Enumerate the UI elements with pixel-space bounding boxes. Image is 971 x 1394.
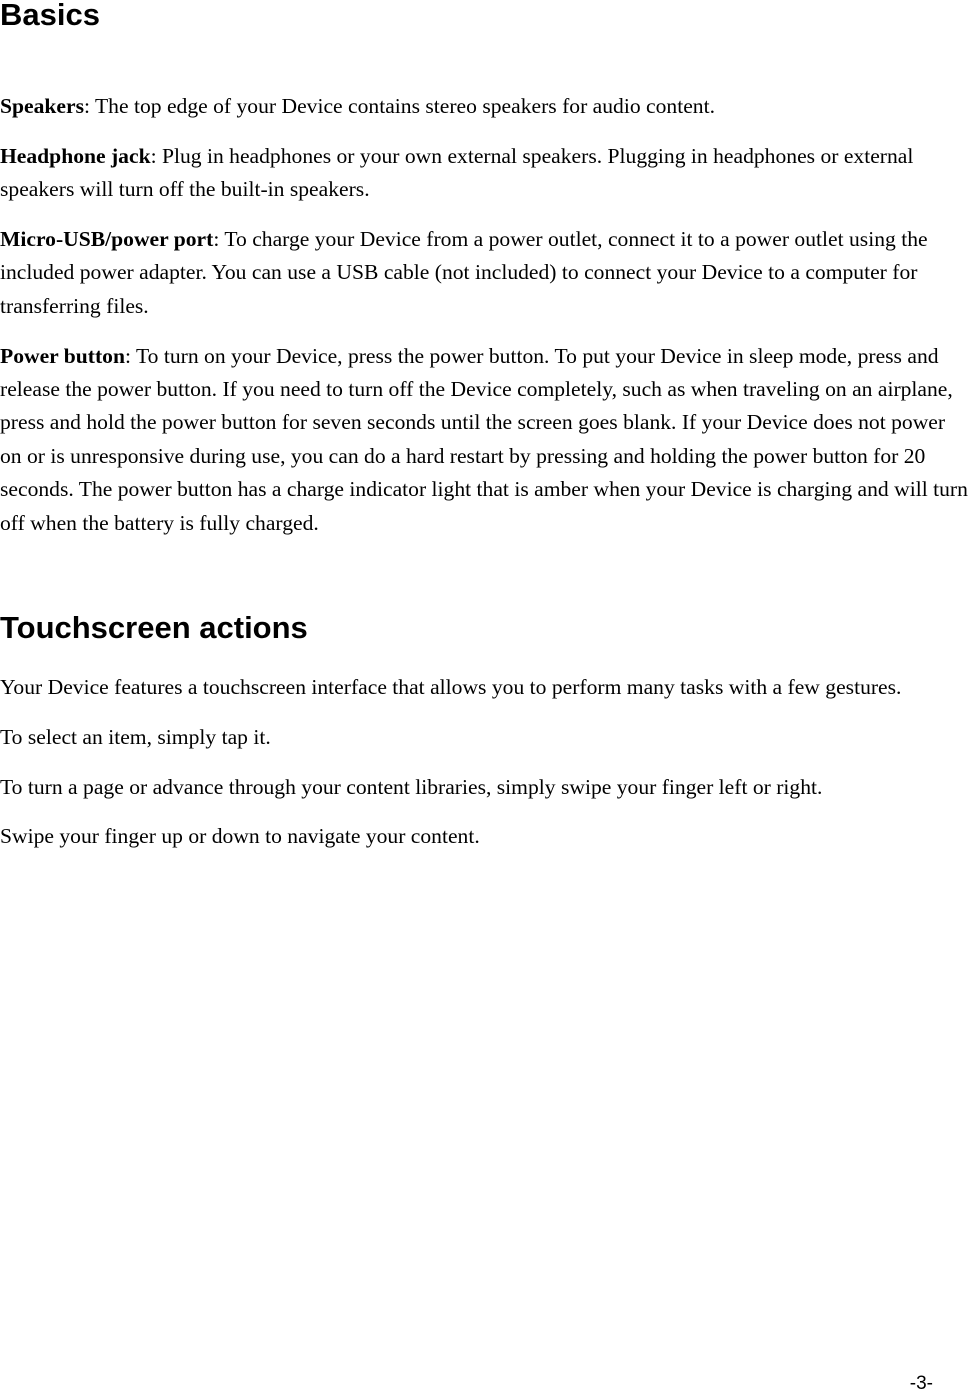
headphone-jack-paragraph [0,140,971,207]
headphone-jack-description: : Plug in headphones or your own external speakers. Plugging in headphones or external speakers will turn off the built-in speakers. [0,143,914,202]
touchscreen-section [0,671,971,870]
touchscreen-intro-paragraph: Your Device features a touchscreen interface that allows you to perform many tasks with a few gestures. [0,675,902,699]
turn-page-paragraph: To turn a page or advance through your content libraries, simply swipe your finger left or right. [0,774,823,799]
speakers-paragraph [0,90,971,123]
select-item-paragraph: To select an item, simply tap it. [0,724,271,749]
micro-usb-paragraph [0,223,971,323]
page-number: -3- [909,1373,933,1394]
basics-heading: Basics [0,0,100,32]
power-button-term: Power button [0,343,125,368]
touchscreen-heading: Touchscreen actions [0,610,308,645]
basics-section [0,90,971,556]
power-button-description: : To turn on your Device, press the power button. To put your Device in sleep mode, press and release the power button. If you need to turn off the Device completely, such as when traveling on an airplane, press and hold the power button for seven seconds until the screen goes blank. If your Device does not power on or is unresponsive during use, you can do a hard restart by pressing and holding the power button for 20 seconds. The power button has a charge indicator light that is amber when your Device is charging and will turn off when the battery is fully charged. [0,343,968,535]
micro-usb-description: : To charge your Device from a power outlet, connect it to a power outlet using the included power adapter. You can use a USB cable (not included) to connect your Device to a computer for transferring files. [0,227,928,318]
speakers-term: Speakers [0,94,84,118]
power-button-paragraph [0,340,971,540]
micro-usb-term: Micro-USB/power port [0,227,214,251]
swipe-navigate-paragraph: Swipe your finger up or down to navigate your content. [0,824,480,849]
speakers-description: : The top edge of your Device contains stereo speakers for audio content. [83,94,715,118]
headphone-jack-term: Headphone jack [0,143,151,168]
